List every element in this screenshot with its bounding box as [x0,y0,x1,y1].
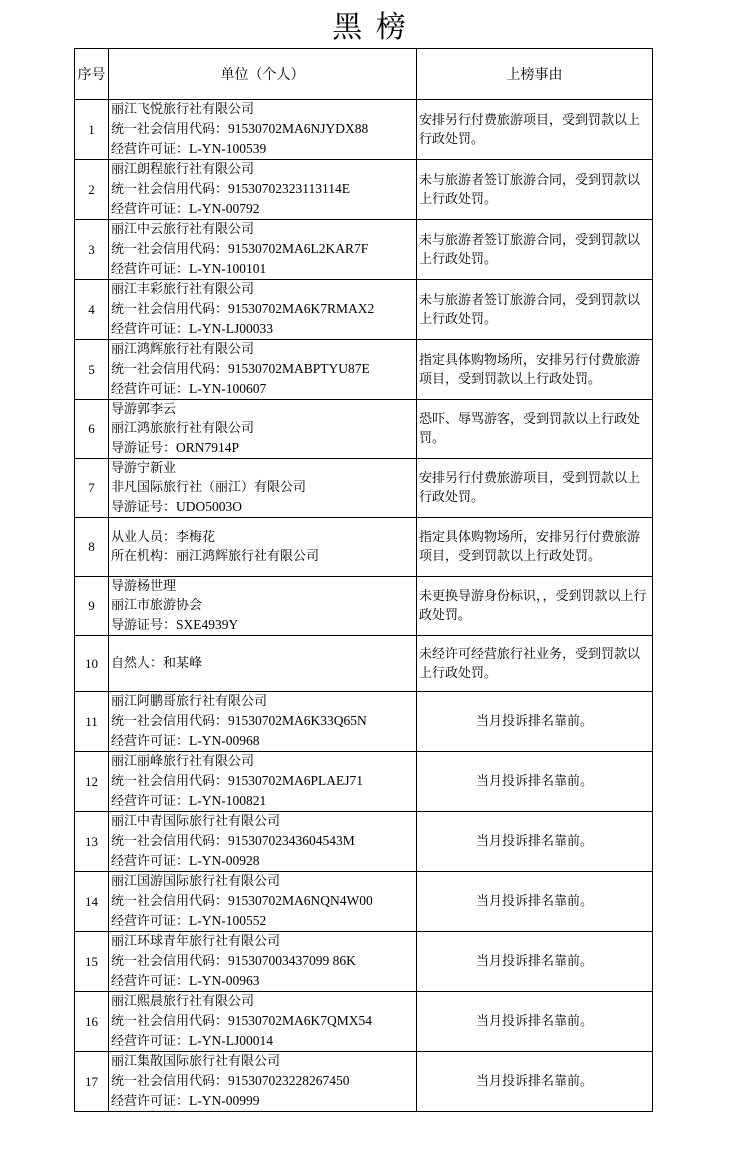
row-unit [109,932,417,992]
license-line [111,731,414,751]
table-row [75,577,653,636]
credit-code-line [111,359,414,379]
license-label: 经营许可证： [111,382,190,397]
row-unit [109,1052,417,1112]
row-reason: 当月投诉排名靠前。 [417,872,653,932]
license-number: L-YN-100539 [189,141,267,156]
unit-name: 丽江熙晨旅行社有限公司 [111,994,255,1009]
row-number: 3 [75,220,109,280]
header-no: 序号 [75,49,109,100]
credit-code-label: 统一社会信用代码： [111,242,229,257]
license-label: 经营许可证： [111,734,190,749]
row-number: 9 [75,577,109,636]
license-label: 经营许可证： [111,794,190,809]
credit-code: 91530702MA6NJYDX88 [228,121,369,136]
guide-organization: 丽江市旅游协会 [111,598,203,613]
license-line [111,851,414,871]
unit-name: 丽江鸿辉旅行社有限公司 [111,342,255,357]
license-line [111,1031,414,1051]
row-number: 5 [75,340,109,400]
license-line [111,139,414,159]
table-row [75,400,653,459]
header-reason: 上榜事由 [417,49,653,100]
staff-organization: 所在机构：丽江鸿辉旅行社有限公司 [111,549,320,564]
credit-code-label: 统一社会信用代码： [111,834,229,849]
license-line [111,199,414,219]
row-unit [109,160,417,220]
license-number: L-YN-100101 [189,261,267,276]
unit-name: 丽江丽峰旅行社有限公司 [111,754,255,769]
row-number: 12 [75,752,109,812]
credit-code-label: 统一社会信用代码： [111,1074,229,1089]
row-number: 16 [75,992,109,1052]
header-unit: 单位（个人） [109,49,417,100]
guide-organization: 丽江鸿旅旅行社有限公司 [111,421,255,436]
license-line [111,319,414,339]
credit-code-label: 统一社会信用代码： [111,302,229,317]
credit-code: 91530702343604543M [228,833,355,848]
row-unit [109,636,417,692]
guide-license-line [111,438,414,458]
table-row [75,100,653,160]
credit-code-label: 统一社会信用代码： [111,714,229,729]
credit-code-line [111,119,414,139]
row-reason: 当月投诉排名靠前。 [417,752,653,812]
license-number: L-YN-00968 [189,733,260,748]
guide-name: 导游郭李云 [111,402,177,417]
row-number: 2 [75,160,109,220]
license-label: 经营许可证： [111,202,190,217]
row-number: 6 [75,400,109,459]
row-reason: 安排另行付费旅游项目，受到罚款以上行政处罚。 [417,100,653,160]
credit-code-label: 统一社会信用代码： [111,894,229,909]
license-number: L-YN-00963 [189,973,260,988]
row-unit [109,100,417,160]
row-unit [109,692,417,752]
unit-name: 丽江朗程旅行社有限公司 [111,162,255,177]
credit-code-line [111,831,414,851]
guide-organization: 非凡国际旅行社（丽江）有限公司 [111,480,307,495]
row-unit [109,577,417,636]
table-row [75,280,653,340]
credit-code-label: 统一社会信用代码： [111,122,229,137]
staff-name: 从业人员：李梅花 [111,530,216,545]
row-reason: 指定具体购物场所，安排另行付费旅游项目，受到罚款以上行政处罚。 [417,340,653,400]
row-reason: 当月投诉排名靠前。 [417,992,653,1052]
row-number: 17 [75,1052,109,1112]
row-reason: 当月投诉排名靠前。 [417,932,653,992]
row-unit [109,459,417,518]
row-number: 10 [75,636,109,692]
credit-code-line [111,891,414,911]
row-unit [109,752,417,812]
license-label: 经营许可证： [111,142,190,157]
unit-name: 丽江中云旅行社有限公司 [111,222,255,237]
license-label: 经营许可证： [111,854,190,869]
license-line [111,911,414,931]
license-line [111,971,414,991]
row-number: 13 [75,812,109,872]
row-reason: 当月投诉排名靠前。 [417,812,653,872]
credit-code-line [111,1011,414,1031]
guide-license-line [111,615,414,635]
license-line [111,259,414,279]
license-number: L-YN-100821 [189,793,267,808]
row-unit [109,992,417,1052]
row-number: 7 [75,459,109,518]
table-row [75,220,653,280]
page-title: 黑 榜 [332,10,408,45]
credit-code-line [111,179,414,199]
table-row [75,872,653,932]
row-number: 11 [75,692,109,752]
credit-code-label: 统一社会信用代码： [111,362,229,377]
guide-license-number: UDO5003O [176,499,243,514]
guide-license-label: 导游证号： [111,441,177,456]
row-unit [109,812,417,872]
table-row [75,518,653,577]
credit-code: 91530702MA6PLAEJ71 [228,773,364,788]
row-number: 1 [75,100,109,160]
credit-code-line [111,1071,414,1091]
row-number: 8 [75,518,109,577]
credit-code: 91530702MA6L2KAR7F [228,241,369,256]
license-number: L-YN-LJ00033 [189,321,274,336]
guide-name: 导游杨世理 [111,579,177,594]
unit-name: 丽江集散国际旅行社有限公司 [111,1054,281,1069]
credit-code-line [111,711,414,731]
license-number: L-YN-00928 [189,853,260,868]
credit-code: 91530702MABPTYU87E [228,361,370,376]
guide-name: 导游宁新业 [111,461,177,476]
license-number: L-YN-LJ00014 [189,1033,274,1048]
row-reason: 当月投诉排名靠前。 [417,692,653,752]
row-unit [109,400,417,459]
credit-code: 915307023228267450 [228,1073,350,1088]
unit-name: 丽江阿鹏哥旅行社有限公司 [111,694,268,709]
license-number: L-YN-00999 [189,1093,260,1108]
license-line [111,791,414,811]
blacklist-table [74,48,653,1112]
row-reason: 恐吓、辱骂游客，受到罚款以上行政处罚。 [417,400,653,459]
unit-name: 丽江环球青年旅行社有限公司 [111,934,281,949]
row-reason: 当月投诉排名靠前。 [417,1052,653,1112]
credit-code-line [111,951,414,971]
credit-code: 91530702323113114E [228,181,351,196]
license-label: 经营许可证： [111,1034,190,1049]
table-row [75,812,653,872]
credit-code-line [111,299,414,319]
license-label: 经营许可证： [111,322,190,337]
guide-license-label: 导游证号： [111,500,177,515]
row-reason: 未与旅游者签订旅游合同，受到罚款以上行政处罚。 [417,280,653,340]
credit-code-label: 统一社会信用代码： [111,1014,229,1029]
table-row [75,692,653,752]
row-number: 4 [75,280,109,340]
table-row [75,752,653,812]
license-number: L-YN-100607 [189,381,267,396]
credit-code: 915307003437099 86K [228,953,356,968]
table-row [75,636,653,692]
row-unit [109,280,417,340]
guide-license-label: 导游证号： [111,618,177,633]
row-unit [109,340,417,400]
table-row [75,459,653,518]
row-number: 15 [75,932,109,992]
credit-code-label: 统一社会信用代码： [111,954,229,969]
credit-code: 91530702MA6K33Q65N [228,713,367,728]
row-reason: 未经许可经营旅行社业务，受到罚款以上行政处罚。 [417,636,653,692]
credit-code-label: 统一社会信用代码： [111,182,229,197]
unit-name: 丽江飞悦旅行社有限公司 [111,102,255,117]
credit-code: 91530702MA6K7RMAX2 [228,301,375,316]
row-unit [109,518,417,577]
row-unit [109,872,417,932]
credit-code-line [111,771,414,791]
row-unit [109,220,417,280]
license-number: L-YN-00792 [189,201,260,216]
guide-license-number: SXE4939Y [176,617,239,632]
license-line [111,1091,414,1111]
license-label: 经营许可证： [111,262,190,277]
table-row [75,992,653,1052]
credit-code: 91530702MA6K7QMX54 [228,1013,373,1028]
license-label: 经营许可证： [111,1094,190,1109]
unit-name: 丽江丰彩旅行社有限公司 [111,282,255,297]
row-reason: 未与旅游者签订旅游合同，受到罚款以上行政处罚。 [417,220,653,280]
table-row [75,160,653,220]
unit-name: 丽江中青国际旅行社有限公司 [111,814,281,829]
table-row [75,340,653,400]
row-number: 14 [75,872,109,932]
license-line [111,379,414,399]
credit-code: 91530702MA6NQN4W00 [228,893,373,908]
license-label: 经营许可证： [111,914,190,929]
unit-name: 丽江国游国际旅行社有限公司 [111,874,281,889]
person-name: 自然人：和某峰 [111,656,203,671]
row-reason: 未更换导游身份标识，，受到罚款以上行政处罚。 [417,577,653,636]
table-row [75,932,653,992]
guide-license-number: ORN7914P [176,440,240,455]
guide-license-line [111,497,414,517]
table-row [75,1052,653,1112]
table-header-row [75,49,653,100]
row-reason: 指定具体购物场所，安排另行付费旅游项目，受到罚款以上行政处罚。 [417,518,653,577]
credit-code-label: 统一社会信用代码： [111,774,229,789]
credit-code-line [111,239,414,259]
license-number: L-YN-100552 [189,913,267,928]
row-reason: 未与旅游者签订旅游合同，受到罚款以上行政处罚。 [417,160,653,220]
license-label: 经营许可证： [111,974,190,989]
row-reason: 安排另行付费旅游项目，受到罚款以上行政处罚。 [417,459,653,518]
